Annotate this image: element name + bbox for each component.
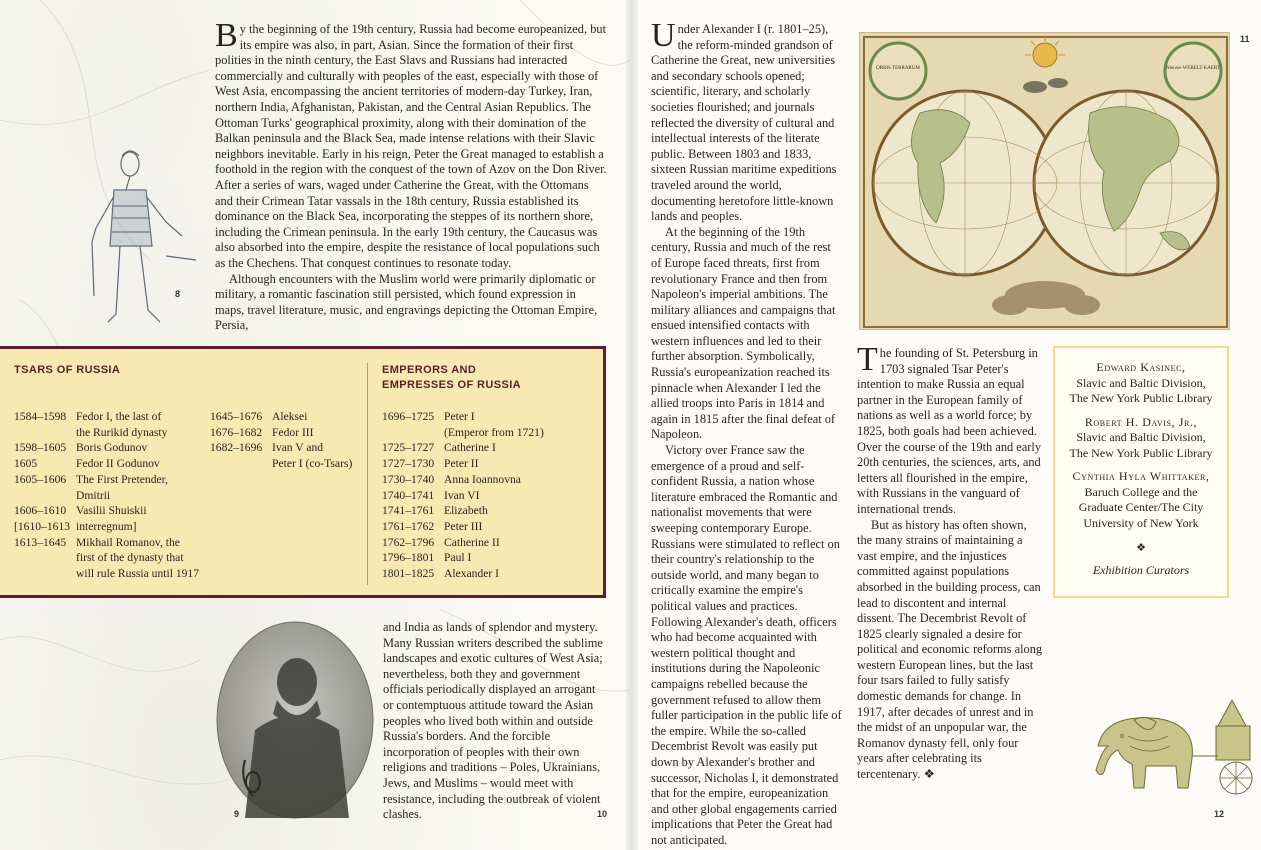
column-divider (367, 363, 368, 585)
elephant-engraving (1068, 686, 1261, 798)
curator-affiliation: University of New York (1083, 515, 1199, 530)
reign-row (210, 409, 360, 425)
reign-row (382, 472, 592, 488)
ruler-name: Peter III (444, 519, 483, 533)
ruler-name: Dmitrii (76, 488, 111, 502)
reign-years: 1761–1762 (382, 519, 435, 533)
portrait-engraving (215, 620, 375, 820)
reign-row (210, 425, 360, 441)
reign-row (382, 503, 592, 519)
paragraph-text: But as history has often shown, the many strains of maintaining a vast empire, and the injustices committed against populations absorbed in the building process, can lead to discontent and internal dissent. The Decembrist Revolt of 1825 clearly signaled a desire for political and economic reforms along western European lines, but the last four tsars failed to fully satisfy domestic demands for change. In 1917, after decades of unrest and in the midst of an unpopular war, the Romanov dynasty fell, only four years after celebrating its tercentenary. (857, 517, 1043, 782)
reign-years: 1682–1696 (210, 441, 263, 455)
ruler-name: interregnum] (76, 519, 137, 533)
reign-years: 1605–1606 (14, 472, 67, 486)
reign-row (14, 456, 204, 472)
col3-text (857, 341, 1043, 783)
paragraph-text: y the beginning of the 19th century, Russia had become europeanized, but its empire was also, in part, Asian. Since the formation of their first polities in the ninth century, the East Slavs and Russians had interacted commercially and culturally with peoples of the east, especially with those of West Asia, encompassing the ancient territories of modern-day Turkey, Iran, northern India, Afghanistan, Pakistan, and the Central Asian Republics. The Ottoman Turks' geographical proximity, along with their domination of the Balkan peninsula and the Black Sea, made intense relations with their Slavic neighbors inevitable. Early in his reign, Peter the Great managed to establish a foothold in the region with the conquest of the town of Azov on the Don River. After a series of wars, waged under Catherine the Great, with the Ottomans and their Crimean Tatar vassals in the 18th century, Russia established its dominance on the Black Sea, incorporating the steppes of its northern shore, including the Crimean peninsula. In the early 19th century, the Caucasus was also absorbed into the empire, despite the resistance of local populations such as the Chechens. That conquest continues to resonate today. (215, 22, 607, 270)
ruler-name: The First Pretender, (76, 472, 168, 486)
reign-years (14, 550, 76, 566)
reign-row (14, 472, 204, 488)
ruler-name: Fedor II Godunov (76, 457, 160, 471)
reign-years: 1584–1598 (14, 410, 67, 423)
emperors-heading (382, 363, 521, 393)
curator-name: Robert H. Davis, Jr., (1084, 414, 1198, 429)
reign-row (382, 409, 592, 425)
curator-affiliation: Slavic and Baltic Division, (1076, 375, 1206, 390)
reign-row (14, 440, 204, 456)
tsars-list-a (14, 409, 204, 582)
page-number-12: 12 (1214, 809, 1225, 819)
paragraph: Although encounters with the Muslim world were primarily diplomatic or military, a romantic fascination still persisted, which found expression in maps, travel literature, music, and engravings depicting the Ottoman Empire, Persia, (215, 271, 598, 333)
dropcap: T (857, 341, 878, 378)
ruler-name: Vasilii Shuiskii (76, 504, 147, 518)
world-map-engraving (859, 32, 1230, 330)
reign-row (14, 550, 204, 566)
paragraph (857, 518, 1043, 783)
reign-years: 1740–1741 (382, 488, 435, 502)
curator-name: Cynthia Hyla Whittaker, (1072, 469, 1210, 483)
curator-affiliation: Baruch College and the (1084, 484, 1198, 499)
tsars-list-b (210, 409, 360, 472)
ruler-name: Peter II (444, 457, 479, 471)
curators-box (1053, 346, 1229, 598)
ruler-name: Aleksei (272, 410, 308, 423)
ruler-name: Alexander I (444, 567, 500, 581)
tsars-of-russia-box (0, 346, 606, 598)
tsars-heading: TSARS OF RUSSIA (14, 364, 121, 376)
col1-text-upper (215, 17, 607, 334)
reign-row (210, 440, 360, 456)
reign-row (14, 488, 204, 504)
ruler-name: Anna Ioannovna (444, 472, 521, 486)
col1-text-lower (383, 620, 608, 823)
paragraph (215, 17, 607, 272)
reign-row (382, 550, 592, 566)
reign-row (14, 409, 204, 425)
reign-years: 1730–1740 (382, 472, 435, 486)
ruler-name: Peter I (444, 410, 475, 423)
reign-row (382, 425, 592, 441)
reign-row (382, 566, 592, 582)
curator-affiliation: Graduate Center/The City (1078, 500, 1204, 514)
map-cartouche-right: Nieuwe WERELT KAERT (1165, 66, 1221, 71)
reign-years: [1610–1613 (14, 519, 71, 533)
end-mark-ornament: ❖ (923, 767, 935, 782)
ruler-name: first of the dynasty that (76, 551, 184, 565)
map-cartouche-left: ORBIS TERRARUM (876, 66, 920, 71)
paragraph (651, 17, 844, 225)
ruler-name: Ivan V and (272, 441, 324, 455)
paragraph: At the beginning of the 19th century, Russia and much of the rest of Europe faced threats, first from revolutionary France and then from Napoleon's imperial ambitions. The military alliances and campaigns that ensued intensified contacts with western influences and led to their further absorption. Symbolically, Russia's europeanization reached its pinnacle when Alexander I led the allied troops into Paris in 1814 and again in 1815 after the final defeat of Napoleon. (651, 224, 836, 442)
dropcap: B (215, 17, 238, 54)
emperors-list (382, 409, 592, 582)
reign-years: 1605 (14, 457, 38, 471)
page-number-11: 11 (1240, 34, 1250, 44)
ruler-name: Boris Godunov (76, 441, 148, 455)
reign-years (382, 425, 444, 441)
ruler-name: will rule Russia until 1917 (76, 567, 200, 581)
reign-row (14, 519, 204, 535)
ruler-name: Catherine II (444, 535, 500, 549)
reign-row (382, 488, 592, 504)
ruler-name: Fedor I, the last of (76, 410, 162, 423)
page-gutter (626, 0, 638, 850)
figure-label-8: 8 (175, 289, 181, 299)
ruler-name: Ivan VI (444, 488, 480, 502)
ruler-name: the Rurikid dynasty (76, 425, 168, 439)
reign-years: 1796–1801 (382, 551, 435, 565)
heading-line: EMPERORS AND (382, 364, 477, 376)
reign-row (14, 535, 204, 551)
reign-years: 1762–1796 (382, 535, 435, 549)
reign-years: 1727–1730 (382, 457, 435, 471)
figure-label-9: 9 (234, 809, 240, 819)
reign-years: 1676–1682 (210, 425, 263, 439)
reign-years (210, 456, 272, 472)
ruler-name: Fedor III (272, 425, 314, 439)
reign-years: 1741–1761 (382, 504, 435, 518)
ruler-name: Peter I (co-Tsars) (272, 457, 353, 471)
reign-row (382, 535, 592, 551)
dropcap: U (651, 17, 676, 54)
reign-row (210, 456, 360, 472)
col2-text (651, 17, 844, 848)
ruler-name: (Emperor from 1721) (444, 425, 544, 439)
reign-years: 1725–1727 (382, 441, 435, 455)
heading-line: EMPRESSES OF RUSSIA (382, 379, 522, 391)
reign-years: 1696–1725 (382, 410, 435, 423)
curator-affiliation: The New York Public Library (1069, 391, 1213, 405)
reign-years: 1606–1610 (14, 504, 67, 518)
reign-row (382, 519, 592, 535)
reign-row (14, 425, 204, 441)
paragraph-text: nder Alexander I (r. 1801–25), the reform-minded grandson of Catherine the Great, new universities and secondary schools opened; scientific, literary, and scholarly societies flourished; and journals reflected the diversity of cultural and intellectual interests of the literate public. Between 1803 and 1833, sixteen Russian maritime expeditions traveled around the world, documenting heretofore little-known lands and peoples. (651, 22, 837, 224)
paragraph: and India as lands of splendor and mystery. Many Russian writers described the sublime landscapes and exotic cultures of West Asia; nevertheless, both they and government officials periodically displayed an arrogant or contemptuous attitude toward the Asian peoples who lived both within and outside Russia's borders. And the forcible incorporation of peoples with their own religions and traditions – Poles, Ukrainians, Jews, and Muslims – would meet with resistance, including the outbreak of violent clashes. (383, 620, 603, 822)
reign-years (14, 566, 76, 582)
ornament: ❖ (1136, 542, 1146, 554)
reign-years (14, 425, 76, 441)
curators-title: Exhibition Curators (1092, 562, 1190, 577)
paragraph: Victory over France saw the emergence of a proud and self-confident Russia, a nation whose literature embraced the Romantic and nationalist movements that were sweeping contemporary Europe. Russians were stimulated to reflect on their country's relationship to the outside world, and many began to critically examine the empire's political values and practices. Following Alexander's death, officers who had become acquainted with western political thought and institutions during the Napoleonic campaigns rebelled because the government refused to allow them fuller participation in the public life of the empire. While the so-called Decembrist Revolt was easily put down by Alexander's brother and successor, Nicholas I, it demonstrated that for the empire, europeanization and other global engagements carried implications that Peter the Great had not anticipated. (651, 443, 842, 847)
ruler-name: Paul I (444, 551, 472, 565)
reign-years: 1598–1605 (14, 441, 67, 455)
reign-row (382, 456, 592, 472)
reign-years: 1613–1645 (14, 535, 67, 549)
curator-affiliation: Slavic and Baltic Division, (1076, 430, 1206, 444)
ruler-name: Catherine I (444, 441, 496, 455)
peter-the-great-engraving (86, 146, 206, 330)
ruler-name: Mikhail Romanov, the (76, 535, 180, 549)
ruler-name: Elizabeth (444, 504, 488, 518)
reign-years: 1645–1676 (210, 410, 263, 423)
reign-row (382, 440, 592, 456)
reign-years (14, 488, 76, 504)
reign-row (14, 566, 204, 582)
reign-years: 1801–1825 (382, 567, 435, 581)
paragraph (857, 341, 1043, 518)
reign-row (14, 503, 204, 519)
paragraph-text: he founding of St. Petersburg in 1703 signaled Tsar Peter's intention to make Russia an equal partner in the European family of nations as well as a world force; by 1825, both goals had been achieved. Over the course of the 19th and early 20th centuries, the sciences, arts, and letters all flourished in the empire, with Russians in the vanguard of international trends. (857, 346, 1042, 516)
curator-affiliation: The New York Public Library (1069, 445, 1213, 460)
page-number-left: 10 (597, 809, 608, 819)
curator-name: Edward Kasinec, (1096, 360, 1186, 374)
